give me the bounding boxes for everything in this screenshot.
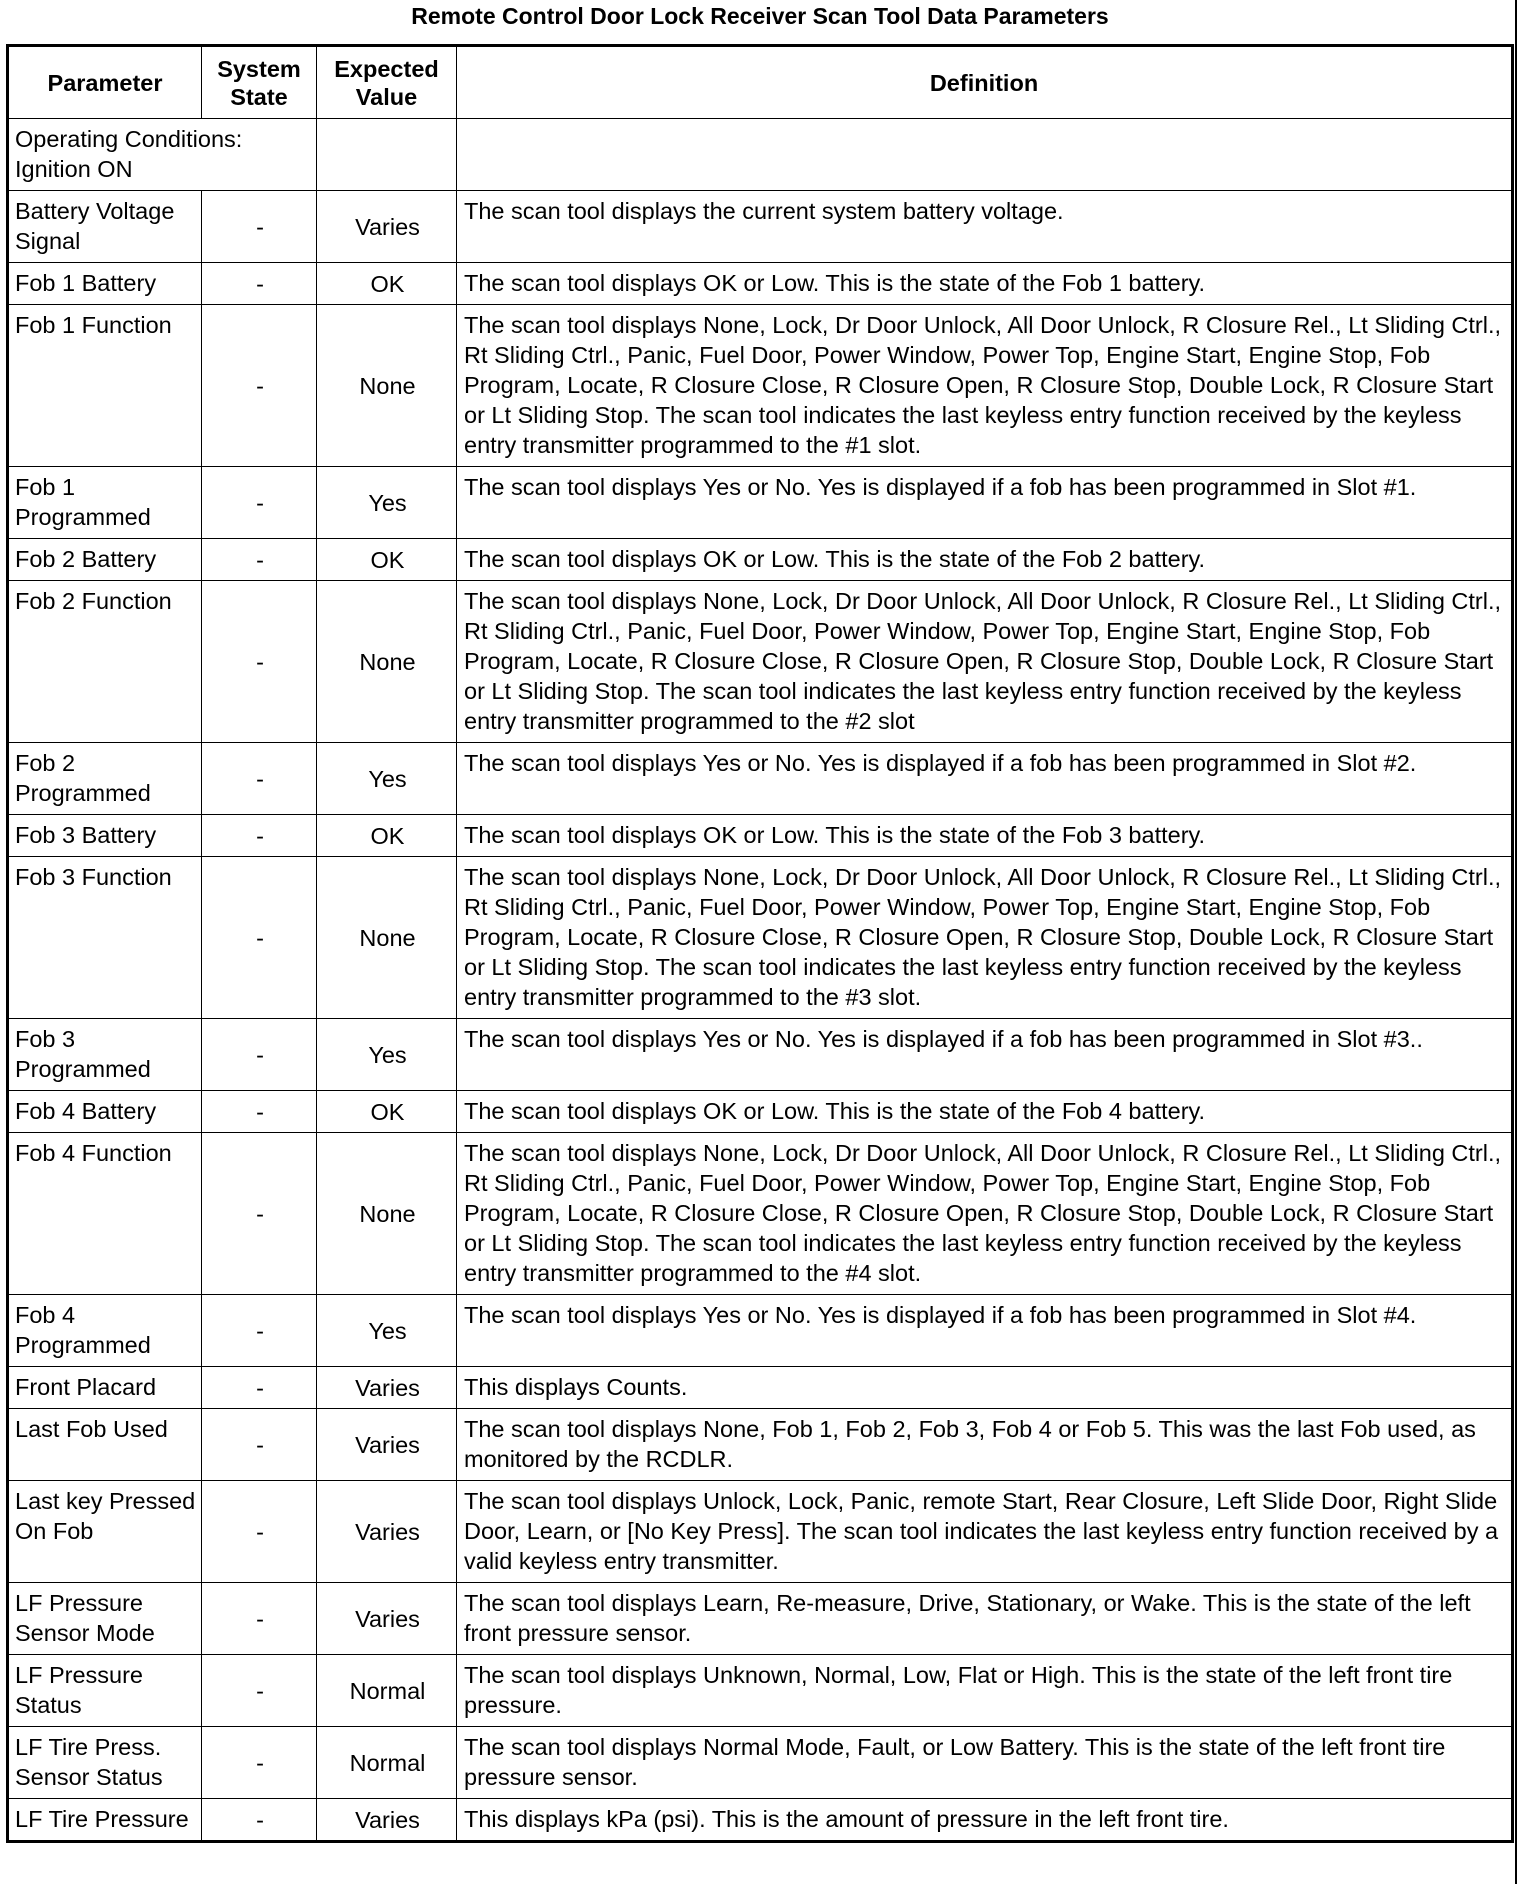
- system-state-cell: -: [202, 1409, 317, 1481]
- system-state-cell: -: [202, 1367, 317, 1409]
- definition-cell: The scan tool displays None, Lock, Dr Door Unlock, All Door Unlock, R Closure Rel., Lt Sliding Ctrl., Rt Sliding Ctrl., Panic, Fuel Door, Power Window, Power Top, Engine Start, Engine Stop, Fob Program, Locate, R Closure Close, R Closure Open, R Closure Stop, Double Lock, R Closure Start or Lt Sliding Stop. The scan tool indicates the last keyless entry function received by the keyless entry transmitter programmed to the #4 slot.: [457, 1133, 1513, 1295]
- parameter-cell: Fob 2 Battery: [8, 539, 202, 581]
- column-header-system-state: System State: [202, 46, 317, 119]
- system-state-cell: -: [202, 1019, 317, 1091]
- system-state-cell: -: [202, 539, 317, 581]
- definition-cell: The scan tool displays Yes or No. Yes is displayed if a fob has been programmed in Slot #1.: [457, 467, 1513, 539]
- parameter-cell: Front Placard: [8, 1367, 202, 1409]
- expected-value-cell: Normal: [317, 1727, 457, 1799]
- system-state-cell: -: [202, 1133, 317, 1295]
- expected-value-cell: Yes: [317, 743, 457, 815]
- expected-value-cell: Varies: [317, 191, 457, 263]
- system-state-cell: -: [202, 191, 317, 263]
- system-state-cell: -: [202, 1583, 317, 1655]
- table-row: [8, 1019, 1513, 1091]
- table-row: [8, 467, 1513, 539]
- expected-value-cell: OK: [317, 1091, 457, 1133]
- table-row: [8, 743, 1513, 815]
- definition-cell: The scan tool displays Yes or No. Yes is displayed if a fob has been programmed in Slot #2.: [457, 743, 1513, 815]
- definition-cell: The scan tool displays Learn, Re-measure, Drive, Stationary, or Wake. This is the state of the left front pressure sensor.: [457, 1583, 1513, 1655]
- empty-cell: [317, 119, 457, 191]
- parameter-cell: Fob 3 Function: [8, 857, 202, 1019]
- table-row: [8, 815, 1513, 857]
- table-title: Remote Control Door Lock Receiver Scan Tool Data Parameters: [411, 3, 1109, 29]
- definition-cell: This displays Counts.: [457, 1367, 1513, 1409]
- expected-value-cell: Varies: [317, 1583, 457, 1655]
- definition-cell: The scan tool displays the current system battery voltage.: [457, 191, 1513, 263]
- table-row: [8, 1409, 1513, 1481]
- operating-conditions-cell: Operating Conditions: Ignition ON: [8, 119, 317, 191]
- expected-value-cell: Yes: [317, 1019, 457, 1091]
- system-state-cell: -: [202, 815, 317, 857]
- header-row: [8, 46, 1513, 119]
- parameter-cell: Fob 1 Function: [8, 305, 202, 467]
- expected-value-cell: OK: [317, 263, 457, 305]
- expected-value-cell: OK: [317, 539, 457, 581]
- column-header-definition: Definition: [457, 46, 1513, 119]
- parameter-cell: Last Fob Used: [8, 1409, 202, 1481]
- parameter-cell: Fob 2 Programmed: [8, 743, 202, 815]
- parameter-cell: LF Pressure Sensor Mode: [8, 1583, 202, 1655]
- table-row: [8, 857, 1513, 1019]
- parameter-cell: LF Tire Press. Sensor Status: [8, 1727, 202, 1799]
- system-state-cell: -: [202, 1655, 317, 1727]
- expected-value-cell: Normal: [317, 1655, 457, 1727]
- definition-cell: The scan tool displays Normal Mode, Fault, or Low Battery. This is the state of the left front tire pressure sensor.: [457, 1727, 1513, 1799]
- parameter-cell: Fob 4 Battery: [8, 1091, 202, 1133]
- system-state-cell: -: [202, 1091, 317, 1133]
- table-row: [8, 191, 1513, 263]
- expected-value-cell: Yes: [317, 467, 457, 539]
- definition-cell: The scan tool displays Unknown, Normal, Low, Flat or High. This is the state of the left front tire pressure.: [457, 1655, 1513, 1727]
- expected-value-cell: Varies: [317, 1409, 457, 1481]
- definition-cell: The scan tool displays Yes or No. Yes is displayed if a fob has been programmed in Slot #4.: [457, 1295, 1513, 1367]
- table-row: [8, 1727, 1513, 1799]
- parameter-cell: Fob 1 Programmed: [8, 467, 202, 539]
- table-row: [8, 1295, 1513, 1367]
- parameter-cell: Fob 3 Battery: [8, 815, 202, 857]
- parameter-cell: Battery Voltage Signal: [8, 191, 202, 263]
- definition-cell: The scan tool displays OK or Low. This is the state of the Fob 2 battery.: [457, 539, 1513, 581]
- parameter-cell: LF Tire Pressure: [8, 1799, 202, 1842]
- definition-cell: This displays kPa (psi). This is the amount of pressure in the left front tire.: [457, 1799, 1513, 1842]
- parameter-cell: Last key Pressed On Fob: [8, 1481, 202, 1583]
- operating-conditions-row: [8, 119, 1513, 191]
- system-state-cell: -: [202, 1295, 317, 1367]
- table-row: [8, 1655, 1513, 1727]
- column-header-expected-value: Expected Value: [317, 46, 457, 119]
- table-row: [8, 263, 1513, 305]
- system-state-cell: -: [202, 1481, 317, 1583]
- table-row: [8, 305, 1513, 467]
- empty-cell: [457, 119, 1513, 191]
- table-row: [8, 581, 1513, 743]
- expected-value-cell: Varies: [317, 1481, 457, 1583]
- parameter-cell: Fob 1 Battery: [8, 263, 202, 305]
- system-state-cell: -: [202, 467, 317, 539]
- parameter-cell: Fob 2 Function: [8, 581, 202, 743]
- definition-cell: The scan tool displays OK or Low. This is the state of the Fob 3 battery.: [457, 815, 1513, 857]
- parameter-cell: Fob 3 Programmed: [8, 1019, 202, 1091]
- table-row: [8, 1799, 1513, 1842]
- table-row: [8, 1367, 1513, 1409]
- expected-value-cell: None: [317, 1133, 457, 1295]
- parameter-cell: Fob 4 Function: [8, 1133, 202, 1295]
- definition-cell: The scan tool displays None, Lock, Dr Door Unlock, All Door Unlock, R Closure Rel., Lt Sliding Ctrl., Rt Sliding Ctrl., Panic, Fuel Door, Power Window, Power Top, Engine Start, Engine Stop, Fob Program, Locate, R Closure Close, R Closure Open, R Closure Stop, Double Lock, R Closure Start or Lt Sliding Stop. The scan tool indicates the last keyless entry function received by the keyless entry transmitter programmed to the #1 slot.: [457, 305, 1513, 467]
- definition-cell: The scan tool displays OK or Low. This is the state of the Fob 4 battery.: [457, 1091, 1513, 1133]
- expected-value-cell: Varies: [317, 1367, 457, 1409]
- definition-cell: The scan tool displays OK or Low. This is the state of the Fob 1 battery.: [457, 263, 1513, 305]
- scan-tool-data-table: [6, 44, 1514, 1843]
- expected-value-cell: Yes: [317, 1295, 457, 1367]
- system-state-cell: -: [202, 1799, 317, 1842]
- table-row: [8, 539, 1513, 581]
- expected-value-cell: Varies: [317, 1799, 457, 1842]
- system-state-cell: -: [202, 743, 317, 815]
- system-state-cell: -: [202, 857, 317, 1019]
- definition-cell: The scan tool displays None, Lock, Dr Door Unlock, All Door Unlock, R Closure Rel., Lt Sliding Ctrl., Rt Sliding Ctrl., Panic, Fuel Door, Power Window, Power Top, Engine Start, Engine Stop, Fob Program, Locate, R Closure Close, R Closure Open, R Closure Stop, Double Lock, R Closure Start or Lt Sliding Stop. The scan tool indicates the last keyless entry function received by the keyless entry transmitter programmed to the #2 slot: [457, 581, 1513, 743]
- system-state-cell: -: [202, 581, 317, 743]
- definition-cell: The scan tool displays Yes or No. Yes is displayed if a fob has been programmed in Slot #3..: [457, 1019, 1513, 1091]
- parameter-cell: LF Pressure Status: [8, 1655, 202, 1727]
- page-edge-line: [1515, 0, 1517, 1884]
- expected-value-cell: None: [317, 305, 457, 467]
- definition-cell: The scan tool displays None, Lock, Dr Door Unlock, All Door Unlock, R Closure Rel., Lt Sliding Ctrl., Rt Sliding Ctrl., Panic, Fuel Door, Power Window, Power Top, Engine Start, Engine Stop, Fob Program, Locate, R Closure Close, R Closure Open, R Closure Stop, Double Lock, R Closure Start or Lt Sliding Stop. The scan tool indicates the last keyless entry function received by the keyless entry transmitter programmed to the #3 slot.: [457, 857, 1513, 1019]
- table-row: [8, 1583, 1513, 1655]
- expected-value-cell: None: [317, 581, 457, 743]
- system-state-cell: -: [202, 305, 317, 467]
- table-row: [8, 1133, 1513, 1295]
- table-body: [8, 119, 1513, 1842]
- column-header-parameter: Parameter: [8, 46, 202, 119]
- table-row: [8, 1091, 1513, 1133]
- table-row: [8, 1481, 1513, 1583]
- parameter-cell: Fob 4 Programmed: [8, 1295, 202, 1367]
- expected-value-cell: None: [317, 857, 457, 1019]
- system-state-cell: -: [202, 1727, 317, 1799]
- definition-cell: The scan tool displays None, Fob 1, Fob 2, Fob 3, Fob 4 or Fob 5. This was the last Fob used, as monitored by the RCDLR.: [457, 1409, 1513, 1481]
- system-state-cell: -: [202, 263, 317, 305]
- definition-cell: The scan tool displays Unlock, Lock, Panic, remote Start, Rear Closure, Left Slide Door, Right Slide Door, Learn, or [No Key Press]. The scan tool indicates the last keyless entry function received by a valid keyless entry transmitter.: [457, 1481, 1513, 1583]
- expected-value-cell: OK: [317, 815, 457, 857]
